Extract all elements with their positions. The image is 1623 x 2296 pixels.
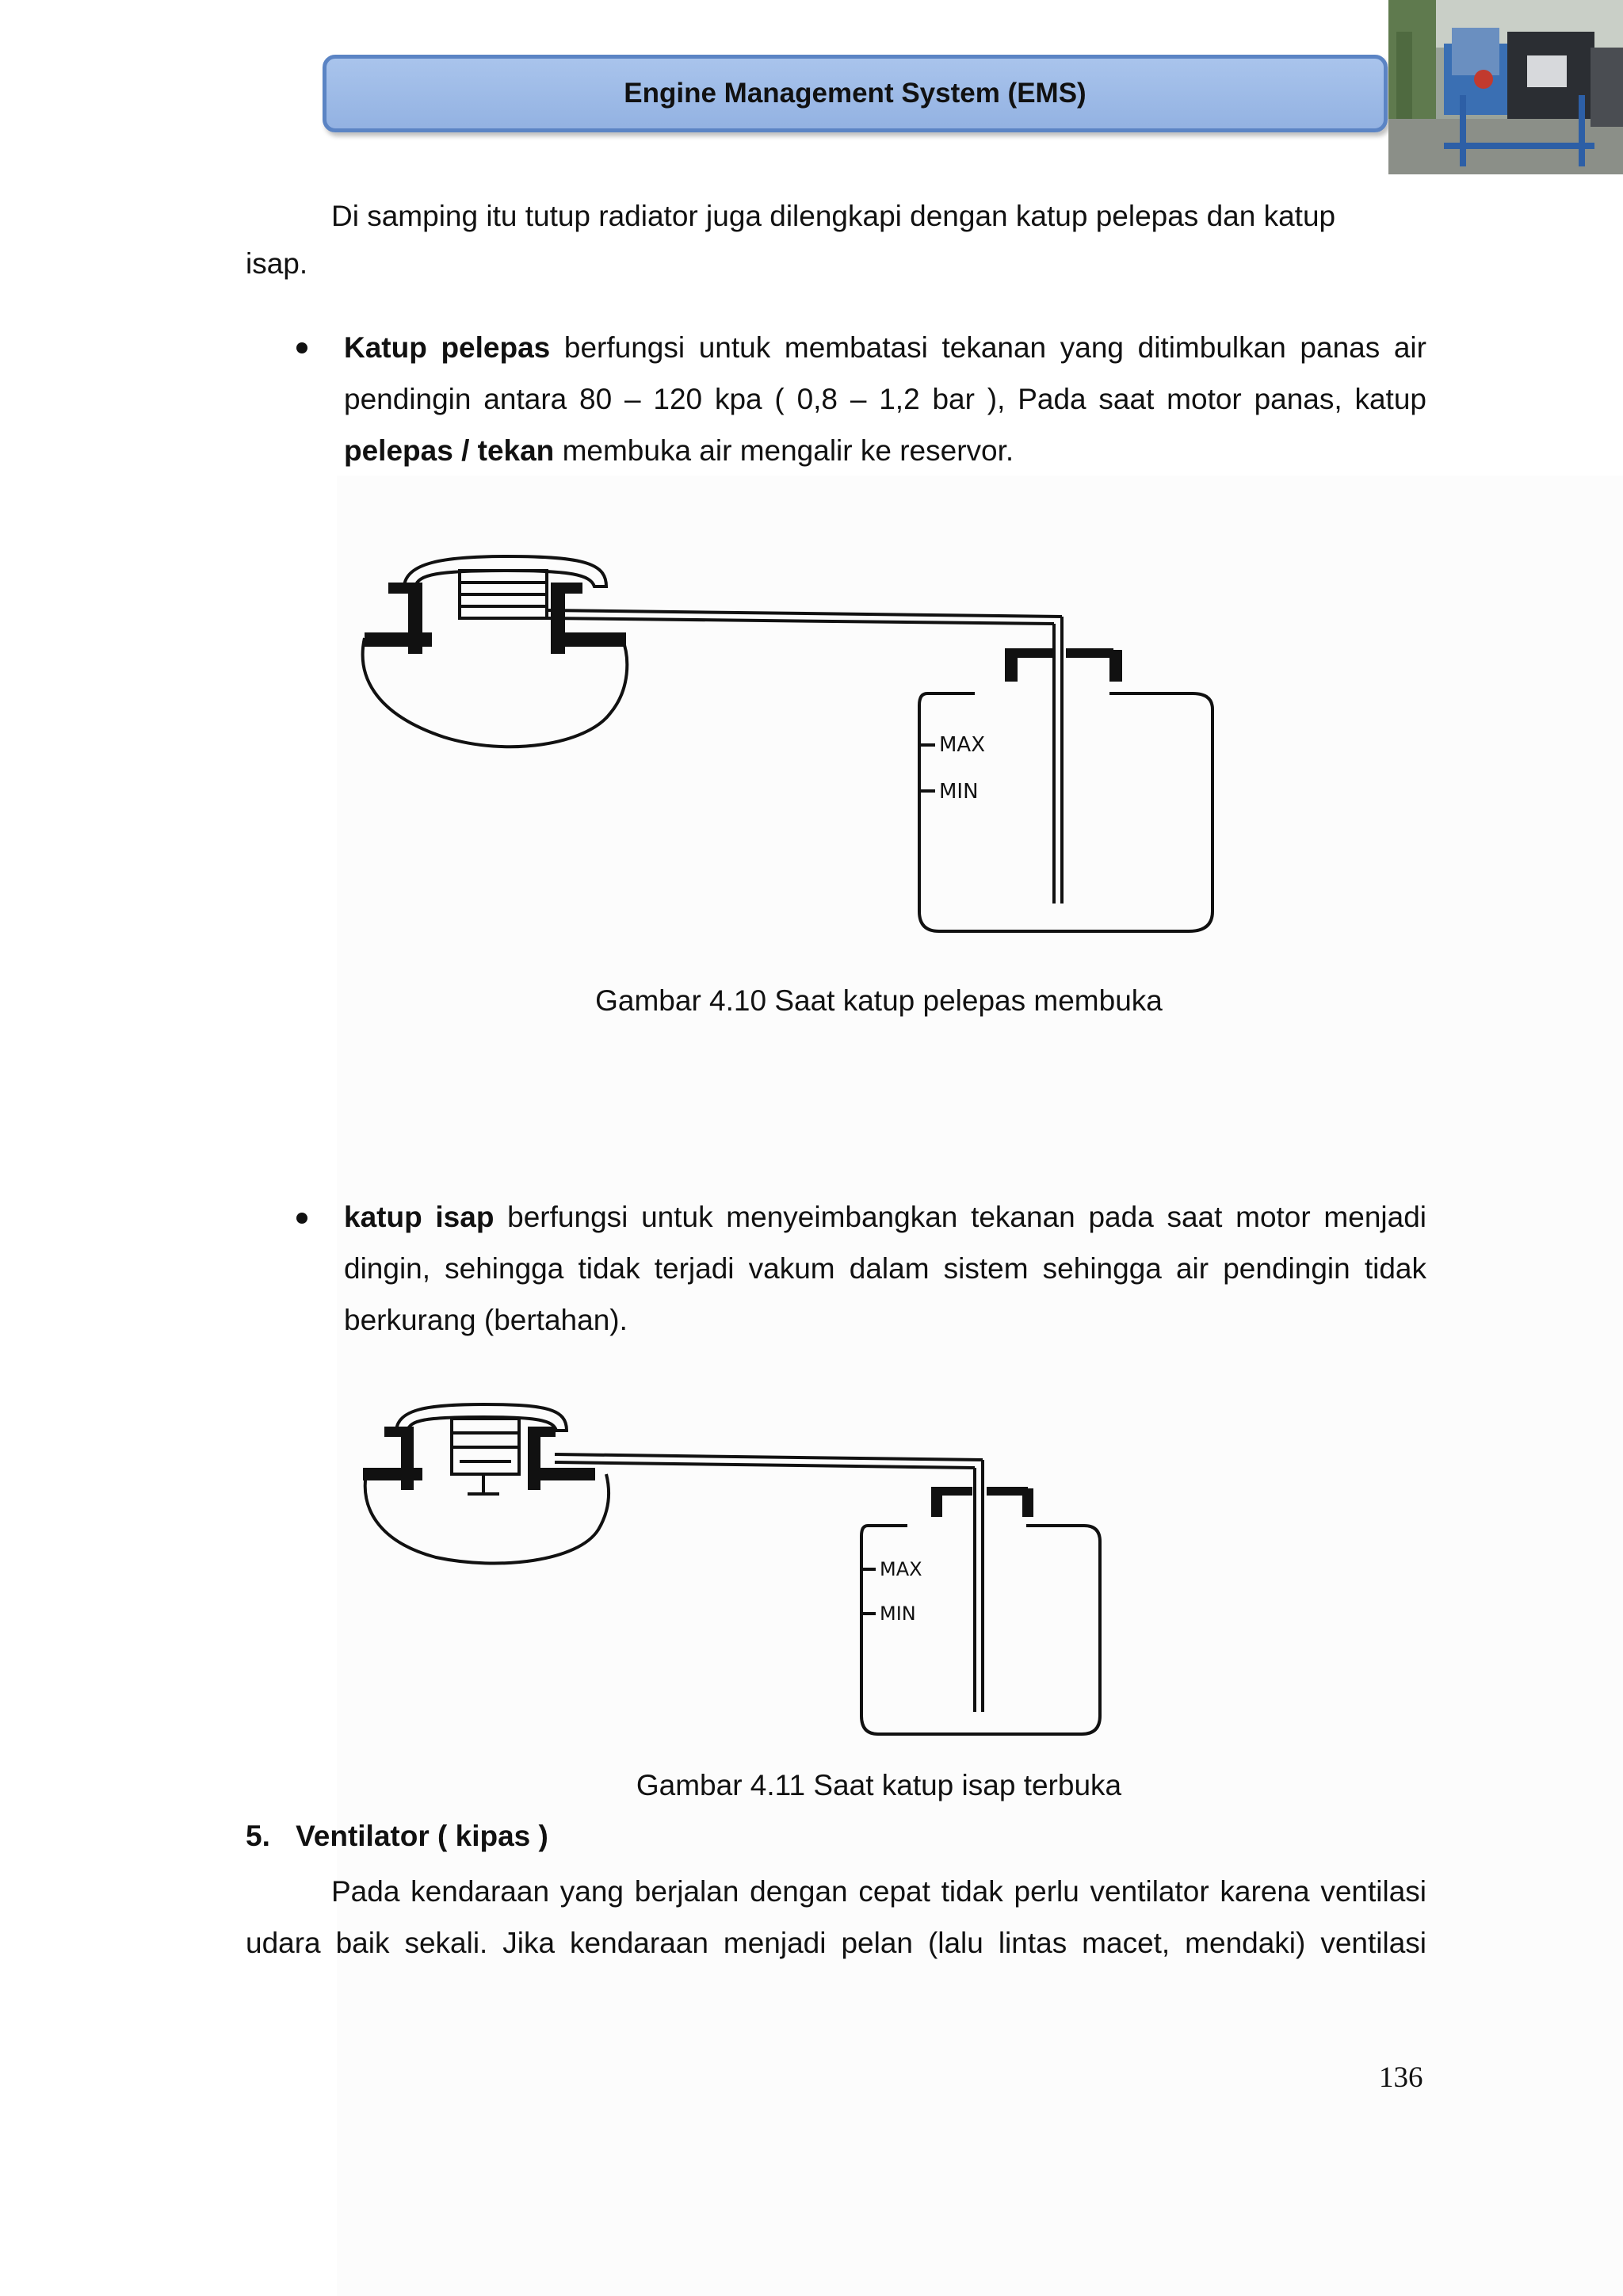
bullet2-paragraph [344,1191,1426,1346]
min-label: MIN [880,1603,916,1625]
bullet1-line-1: Katup pelepas berfungsi untuk membatasi tekanan yang ditimbulkan panas air [344,331,1426,364]
figure-4-10-caption: Gambar 4.10 Saat katup pelepas membuka [595,984,1163,1017]
max-label: MAX [880,1558,922,1580]
bullet1-line-3: pelepas / tekan membuka air mengalir ke reservor. [344,434,1014,467]
bullet2-line-1: katup isap berfungsi untuk menyeimbangkan tekanan pada saat motor menjadi [344,1201,1426,1233]
section5-line-1: Pada kendaraan yang berjalan dengan cepat tidak perlu ventilator karena ventilasi [331,1875,1426,1908]
header-banner [323,55,1388,132]
page-number: 136 [1379,2061,1423,2094]
engine-trainer-photo [1388,0,1623,174]
section-heading [246,1820,548,1853]
bullet-point [296,1213,307,1224]
reservoir-tank [919,693,1212,931]
bullet-point [296,342,307,353]
section-number: 5. [246,1820,270,1852]
intro-line-1: Di samping itu tutup radiator juga dilengkapi dengan katup pelepas dan katup [331,200,1336,232]
section5-paragraph [246,1866,1426,1969]
figure-4-10-diagram [349,547,1252,959]
figure-4-11-caption: Gambar 4.11 Saat katup isap terbuka [636,1769,1122,1801]
reservoir-tank [861,1526,1100,1734]
header-title: Engine Management System (EMS) [624,78,1086,109]
intro-paragraph [331,190,1426,242]
section-title: Ventilator ( kipas ) [296,1820,548,1852]
section5-line-2: udara baik sekali. Jika kendaraan menjadi pelan (lalu lintas macet, mendaki) ventilasi [246,1927,1426,1959]
bullet1-paragraph [344,322,1426,476]
bullet1-line-2: pendingin antara 80 – 120 kpa ( 0,8 – 1,2 bar ), Pada saat motor panas, katup [344,383,1426,415]
max-label: MAX [939,733,986,757]
bullet2-line-3: berkurang (bertahan). [344,1304,628,1336]
min-label: MIN [939,780,979,804]
intro-line-2: isap. [246,247,308,280]
bullet2-line-2: dingin, sehingga tidak terjadi vakum dalam sistem sehingga air pendingin tidak [344,1252,1426,1285]
radiator-tank [363,638,628,747]
figure-4-11-diagram [349,1395,1141,1744]
